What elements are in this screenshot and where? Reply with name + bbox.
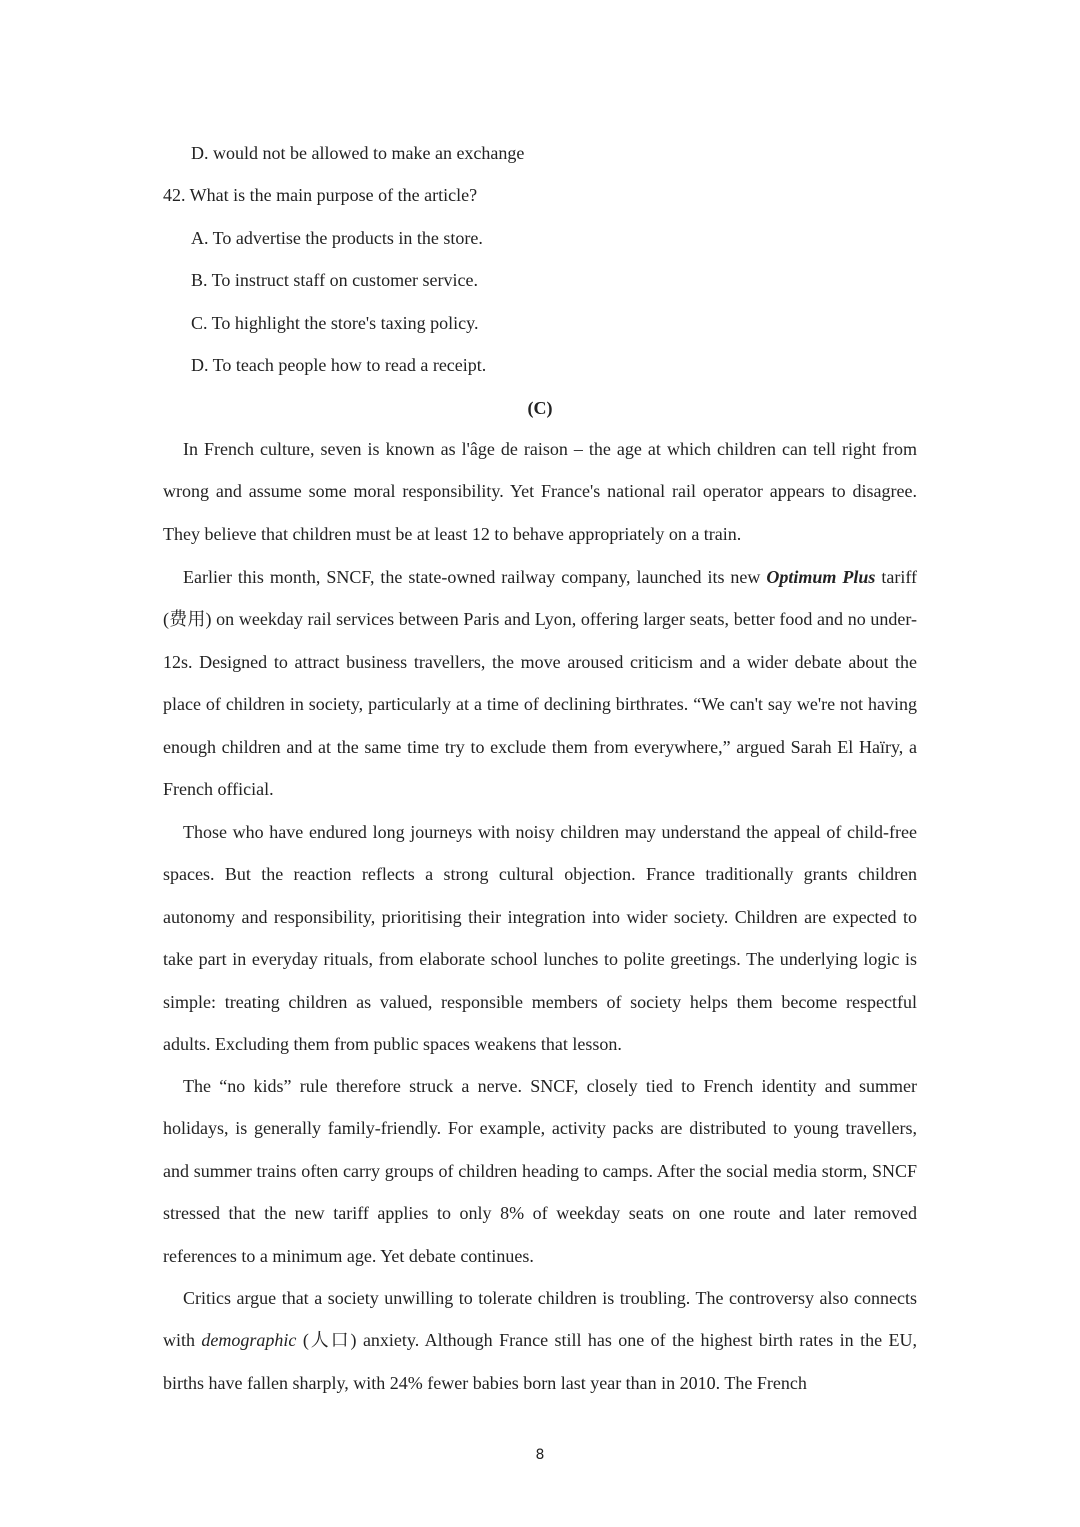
paragraph-5-text-end: (人口) anxiety. Although France still has one of the highest birth rates in the EU, births have fallen sharply, with 24% fewer babies born last year than in 2010. The French: [163, 1330, 917, 1393]
q42-option-c: C. To highlight the store's taxing policy.: [191, 313, 479, 333]
q42-stem: 42. What is the main purpose of the article?: [163, 185, 478, 205]
q41-option-d: D. would not be allowed to make an exchange: [191, 143, 525, 163]
paragraph-1: In French culture, seven is known as l'âge de raison – the age at which children can tell right from wrong and assume some moral responsibility. Yet France's national rail operator appears to disagree. They believe that children must be at least 12 to behave appropriately on a train.: [163, 439, 917, 544]
q42-option-b: B. To instruct staff on customer service.: [191, 270, 479, 290]
q42-option-d: D. To teach people how to read a receipt.: [191, 355, 487, 375]
paragraph-2-text-end: tariff (费用) on weekday rail services between Paris and Lyon, offering larger seats, better food and no under-12s. Designed to attract business travellers, the move aroused criticism and a wider debate about the place of children in society, particularly at a time of declining birthrates. “We can't say we're not having enough children and at the same time try to exclude them from everywhere,” argued Sarah El Haïry, a French official.: [163, 567, 918, 800]
paragraph-3: Those who have endured long journeys with noisy children may understand the appeal of child-free spaces. But the reaction reflects a strong cultural objection. France traditionally grants children autonomy and responsibility, prioritising their integration into wider society. Children are expected to take part in everyday rituals, from elaborate school lunches to polite greetings. The underlying logic is simple: treating children as valued, responsible members of society helps them become respectful adults. Excluding them from public spaces weakens that lesson.: [163, 822, 917, 1055]
paragraph-2-text-start: Earlier this month, SNCF, the state-owned railway company, launched its new: [183, 567, 767, 587]
paragraph-5: [163, 1277, 917, 1404]
paragraph-2: [163, 556, 917, 810]
paragraph-4: The “no kids” rule therefore struck a nerve. SNCF, closely tied to French identity and summer holidays, is generally family-friendly. For example, activity packs are distributed to young travellers, and summer trains often carry groups of children heading to camps. After the social media storm, SNCF stressed that the new tariff applies to only 8% of weekday seats on one route and later removed references to a minimum age. Yet debate continues.: [163, 1076, 917, 1266]
section-title: (C): [527, 398, 553, 418]
glossed-term: demographic: [201, 1330, 297, 1351]
paragraph-5-text-start: Critics argue that a society unwilling to tolerate children is troubling. The controversy also connects with: [163, 1288, 917, 1351]
page-number: 8: [535, 1447, 545, 1463]
q42-option-a: A. To advertise the products in the store.: [191, 228, 483, 248]
tariff-name: Optimum Plus: [766, 567, 876, 587]
